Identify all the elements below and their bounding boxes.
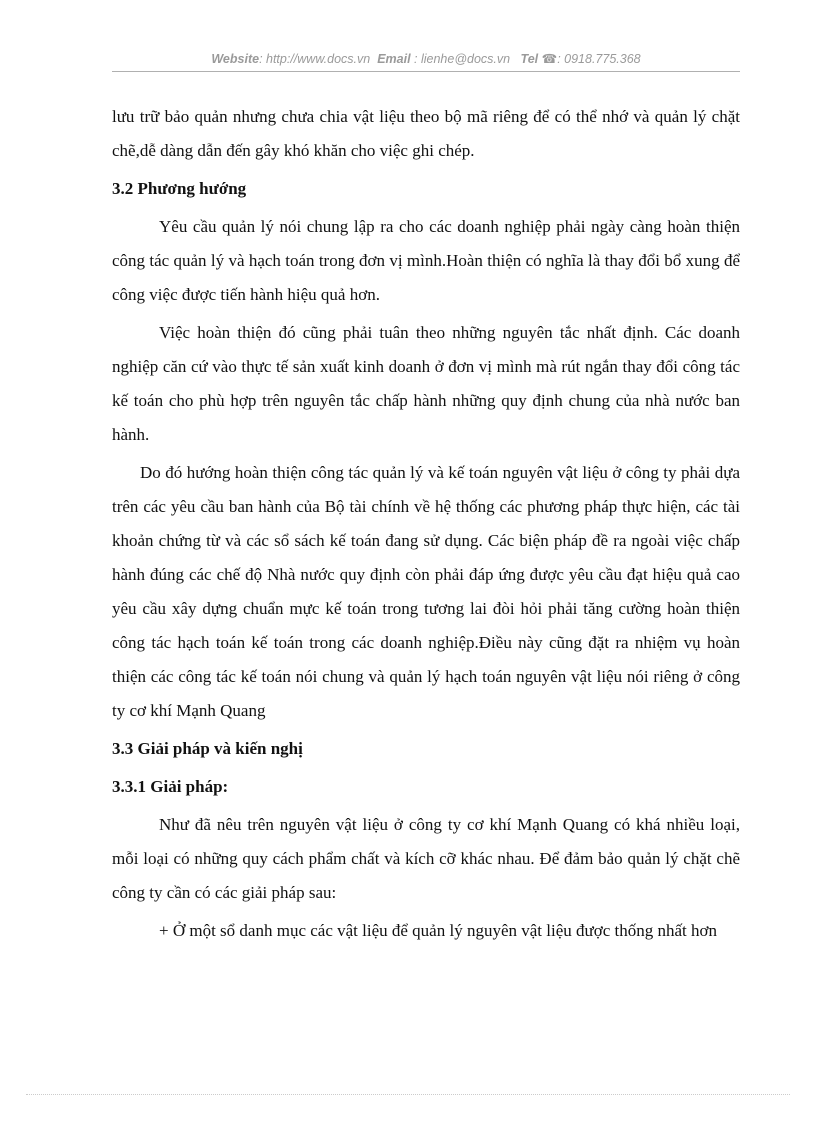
website-value: : http://www.docs.vn — [259, 52, 371, 66]
paragraph-requirements: Yêu cầu quản lý nói chung lập ra cho các doanh nghiệp phải ngày càng hoàn thiện công tác quản lý và hạch toán trong đơn vị mình.Hoàn thiện có nghĩa là thay đổi bổ xung để công việc được tiến hành hiệu quả hơn. — [112, 217, 740, 304]
heading-3-3: 3.3 Giải pháp và kiến nghị — [112, 739, 303, 758]
paragraph-bullet: + Ở một sổ danh mục các vật liệu để quản lý nguyên vật liệu được thống nhất hơn — [159, 921, 717, 940]
tel-label: Tel — [520, 52, 539, 66]
paragraph-continuation: lưu trữ bảo quản nhưng chưa chia vật liệu theo bộ mã riêng để có thể nhớ và quản lý chặt chẽ,dễ dàng dẫn đến gây khó khăn cho việc ghi chép. — [112, 107, 740, 160]
heading-3-3-1: 3.3.1 Giải pháp: — [112, 777, 229, 796]
document-body — [112, 100, 740, 948]
paragraph-direction: Do đó hướng hoàn thiện công tác quản lý và kế toán nguyên vật liệu ở công ty phải dựa trên các yêu cầu ban hành của Bộ tài chính về hệ thống các phương pháp thực hiện, các tài khoản chứng từ và các sổ sách kế toán đang sử dụng. Các biện pháp đề ra ngoài việc chấp hành đúng các chế độ Nhà nước quy định còn phải đáp ứng được yêu cầu đạt hiệu quả cao yêu cầu xây dựng chuẩn mực kế toán trong tương lai đòi hỏi phải tăng cường hoàn thiện công tác hạch toán kế toán trong các doanh nghiệp.Điều này cũng đặt ra nhiệm vụ hoàn thiện các công tác kế toán nói chung và quản lý hạch toán nguyên vật liệu nói riêng ở công ty cơ khí Mạnh Quang — [112, 463, 740, 720]
header-divider — [112, 71, 740, 72]
footer-divider — [26, 1094, 790, 1095]
page-header — [112, 51, 740, 66]
email-label: Email — [377, 52, 411, 66]
heading-3-2: 3.2 Phương hướng — [112, 179, 247, 198]
email-value: : lienhe@docs.vn — [414, 52, 511, 66]
paragraph-solutions: Như đã nêu trên nguyên vật liệu ở công ty cơ khí Mạnh Quang có khá nhiều loại, mỗi loại có những quy cách phẩm chất và kích cỡ khác nhau. Để đảm bảo quản lý chặt chẽ công ty cần có các giải pháp sau: — [112, 815, 740, 902]
tel-value: : 0918.775.368 — [557, 52, 641, 66]
paragraph-principles: Việc hoàn thiện đó cũng phải tuân theo những nguyên tắc nhất định. Các doanh nghiệp căn cứ vào thực tế sản xuất kinh doanh ở đơn vị mình mà rút ngắn thay đổi công tác kế toán cho phù hợp trên nguyên tắc chấp hành những quy định chung của nhà nước ban hành. — [112, 323, 740, 444]
website-label: Website — [211, 52, 260, 66]
phone-icon: ☎ — [541, 52, 558, 66]
